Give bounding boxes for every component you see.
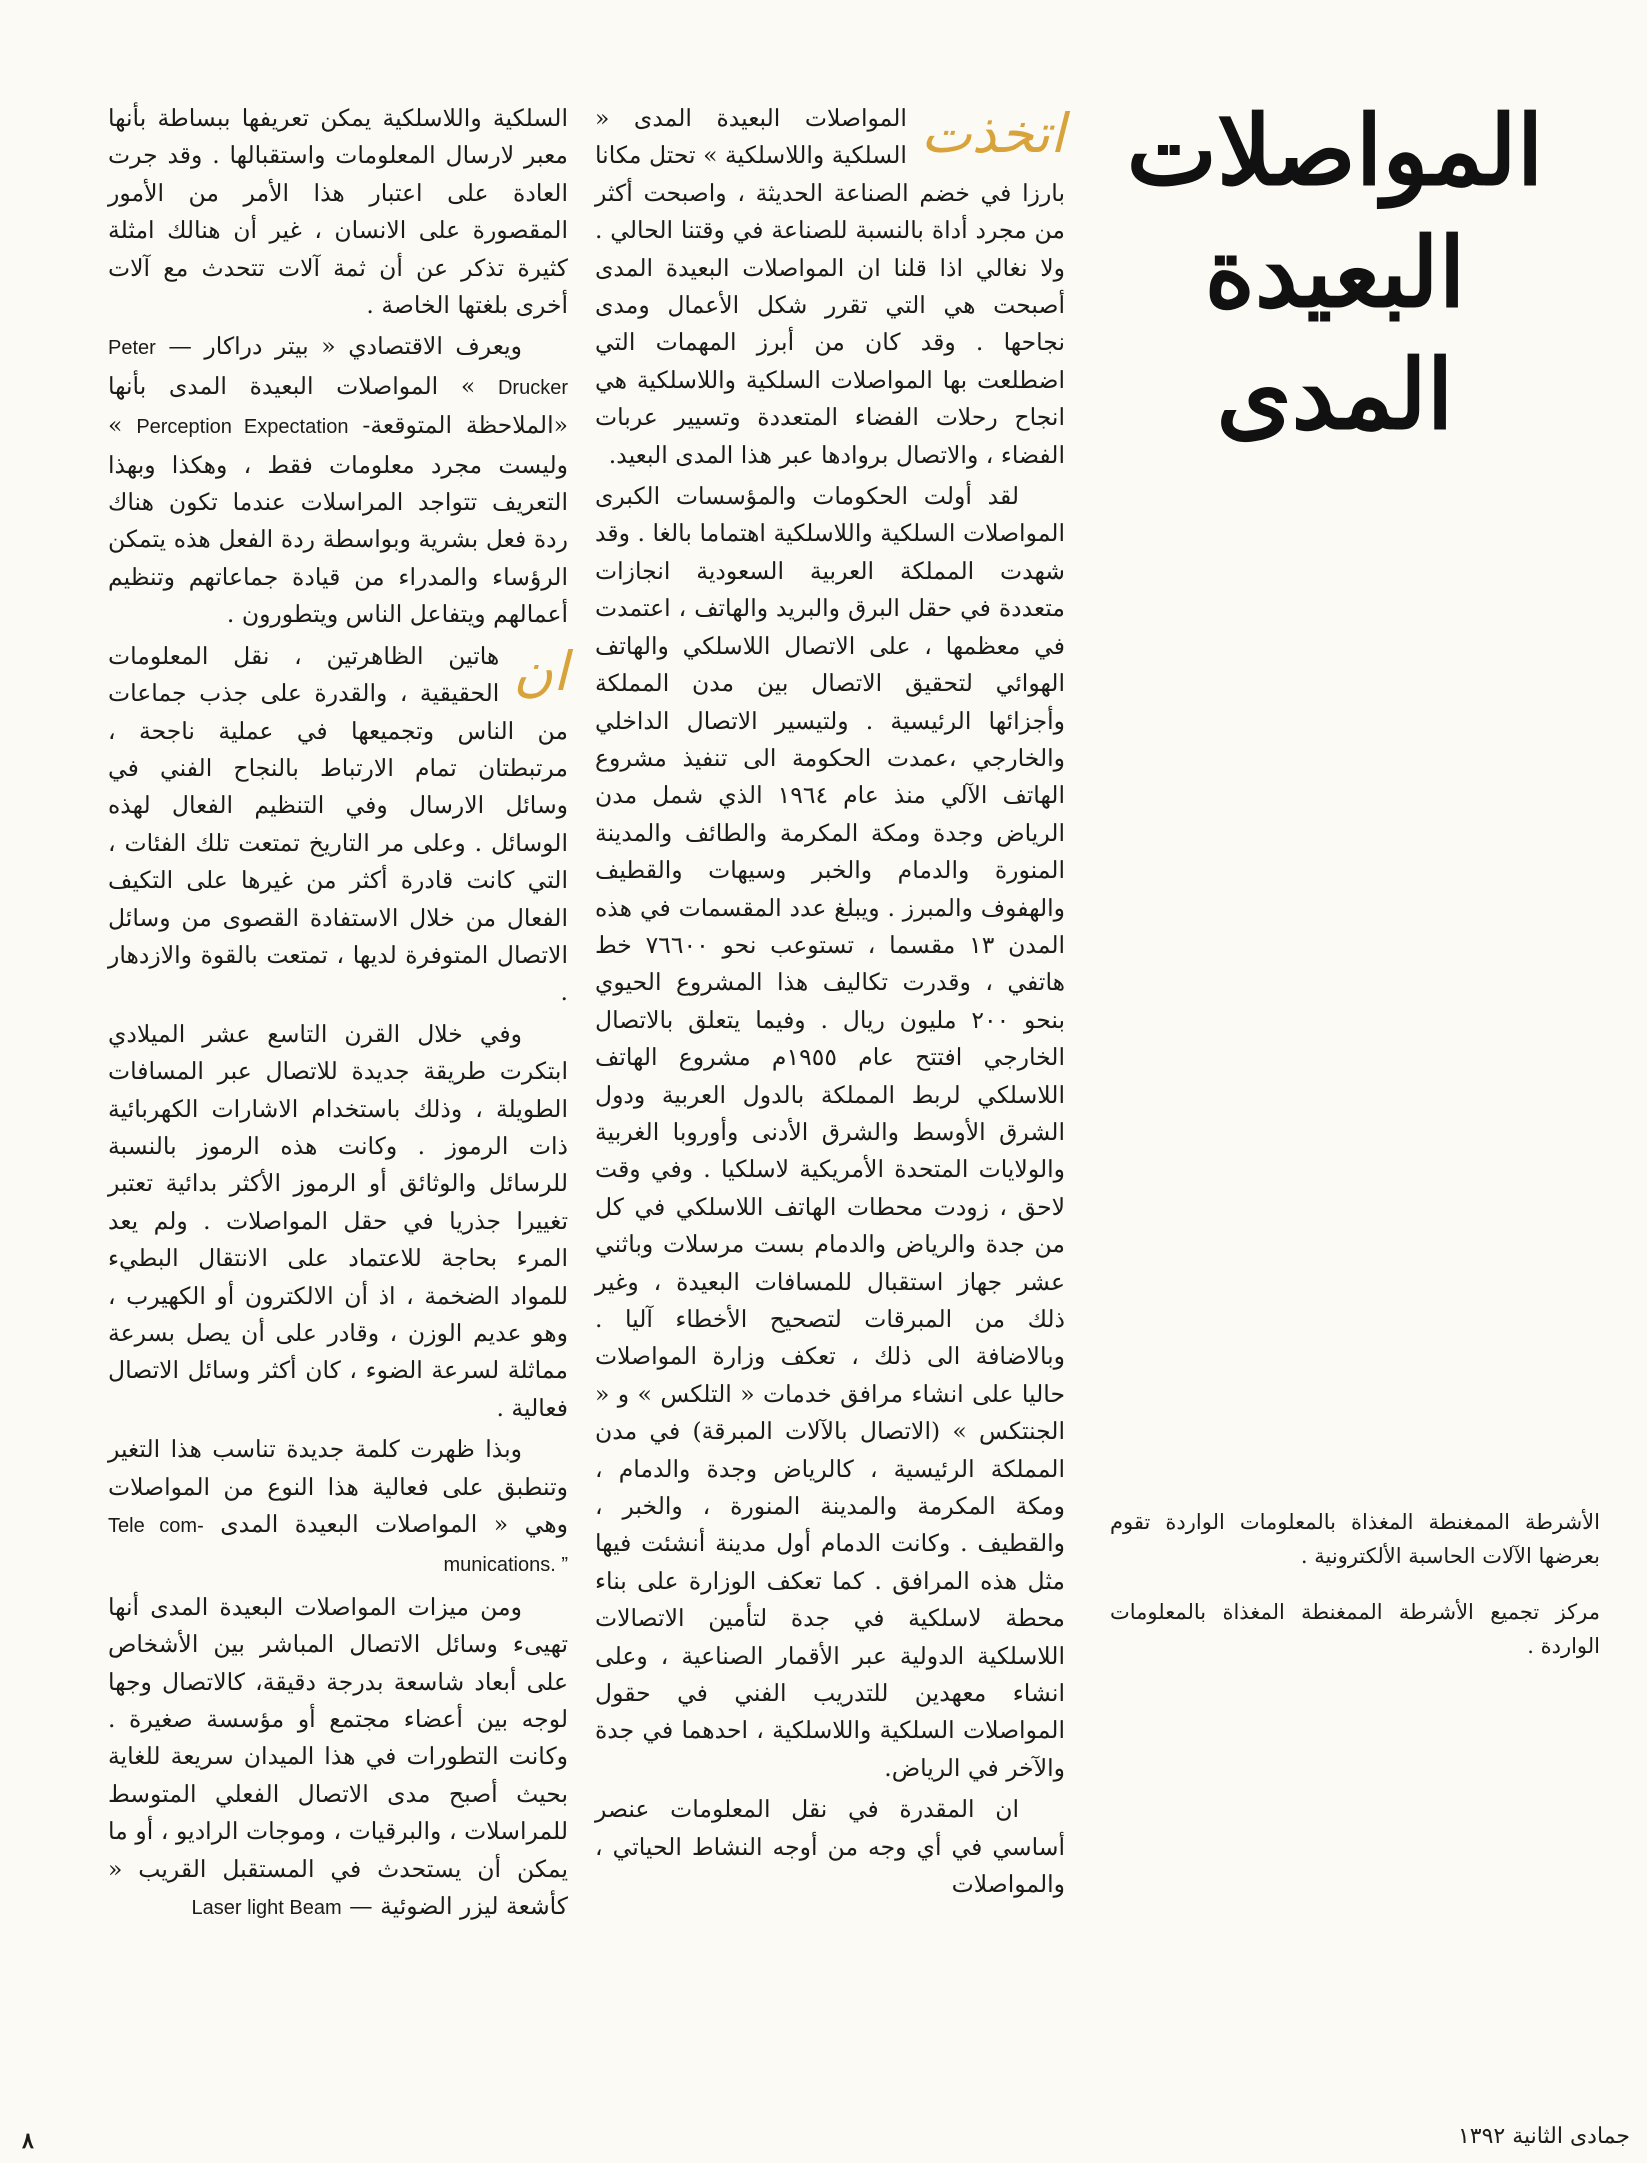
latin-term: Tele com- munications. ” [108, 1515, 568, 1577]
paragraph [108, 1589, 568, 1928]
latin-term: Laser light Beam [191, 1897, 342, 1920]
page-number: ٨ [22, 2128, 34, 2154]
dropcap: اتخذت [920, 102, 1065, 165]
latin-term: Perception Expectation [136, 416, 349, 439]
article-column-left [108, 100, 568, 1932]
title-line-3: المدى [1216, 338, 1454, 451]
article-title [1100, 90, 1570, 456]
paragraph [108, 1431, 568, 1585]
title-line-2: البعيدة [1204, 216, 1466, 329]
paragraph [595, 100, 1065, 474]
paragraph-text: ومن ميزات المواصلات البعيدة المدى أنها تهيىء وسائل الاتصال المباشر بين الأشخاص على أبعاد شاسعة بدرجة دقيقة، كالاتصال وجها لوجه بين أعضاء مجتمع أو مؤسسة صغيرة . وكانت التطورات في هذا الميدان سريعة للغاية بحيث أصبح مدى الاتصال الفعلي المتوسط للمراسلات ، والبرقيات ، وموجات الراديو ، أو ما يمكن أن يستحدث في المستقبل القريب « كأشعة ليزر الضوئية — [108, 1592, 568, 1921]
caption: مركز تجميع الأشرطة الممغنطة المغذاة بالمعلومات الواردة . [1110, 1600, 1600, 1658]
paragraph-text: هاتين الظاهرتين ، نقل المعلومات الحقيقية ، والقدرة على جذب جماعات من الناس وتجميعها في عملية ناجحة ، مرتبطتان تمام الارتباط بالنجاح الفني في وسائل الارسال وفي التنظيم الفعال لهذه الوسائل . وعلى مر التاريخ تمتعت تلك الفئات ، التي كانت قادرة أكثر من غيرها على التكيف الفعال من خلال الاستفادة القصوى من وسائل الاتصال المتوفرة لديها ، تمتعت بالقوة والازدهار . [108, 641, 568, 1007]
paragraph-text: المواصلات البعيدة المدى « السلكية واللاسلكية » تحتل مكانا بارزا في خضم الصناعة الحديثة ، واصبحت أكثر من مجرد أداة بالنسبة للصناعة في وقتنا الحالي . ولا نغالي اذا قلنا ان المواصلات البعيدة المدى أصبحت هي التي تقرر شكل الأعمال ومدى نجاحها . وقد كان من أبرز المهمات التي اضطلعت بها المواصلات السلكية واللاسلكية هي انجاح رحلات الفضاء المتعددة وتسيير عربات الفضاء ، والاتصال بروادها عبر هذا المدى البعيد. [595, 104, 1065, 469]
paragraph-text: ويعرف الاقتصادي « بيتر دراكار — [168, 332, 522, 361]
paragraph [108, 638, 568, 1012]
paragraph-text: وبذا ظهرت كلمة جديدة تناسب هذا التغير وتنطبق على فعالية هذا النوع من المواصلات وهي « المواصلات البعيدة المدى [108, 1435, 568, 1539]
paragraph-text: » المواصلات البعيدة المدى بأنها «الملاحظة المتوقعة- [108, 371, 568, 440]
photo-captions [1110, 1505, 1600, 1685]
issue-date: جمادى الثانية ١٣٩٢ [1457, 2124, 1630, 2149]
paragraph: لقد أولت الحكومات والمؤسسات الكبرى المواصلات السلكية واللاسلكية اهتماما بالغا . وقد شهدت المملكة العربية السعودية انجازات متعددة في حقل البرق والبريد والهاتف ، اعتمدت في معظمها ، على الاتصال اللاسلكي والهاتف الهوائي لتحقيق الاتصال بين مدن المملكة وأجزائها الرئيسية . ولتيسير الاتصال الداخلي والخارجي ،عمدت الحكومة الى تنفيذ مشروع الهاتف الآلي منذ عام ١٩٦٤ الذي شمل مدن الرياض وجدة ومكة المكرمة والطائف والمدينة المنورة والدمام والخبر وسيهات والقطيف والهفوف والمبرز . ويبلغ عدد المقسمات في هذه المدن ١٣ مقسما ، تستوعب نحو ٧٦٦٠٠ خط هاتفي ، وقدرت تكاليف هذا المشروع الحيوي بنحو ٢٠٠ مليون ريال . وفيما يتعلق بالاتصال الخارجي افتتح عام ١٩٥٥م مشروع الهاتف اللاسلكي لربط المملكة بالدول العربية ودول الشرق الأوسط والشرق الأدنى وأوروبا الغربية والولايات المتحدة الأمريكية لاسلكيا . وفي وقت لاحق ، زودت محطات الهاتف اللاسلكي في كل من جدة والرياض والدمام بست مرسلات وباثني عشر جهاز استقبال للمسافات البعيدة ، وغير ذلك من المبرقات لتصحيح الأخطاء آليا . وبالاضافة الى ذلك ، تعكف وزارة المواصلات حاليا على انشاء مرافق خدمات « التلكس » و « الجنتكس » (الاتصال بالآلات المبرقة) في مدن المملكة الرئيسية ، كالرياض وجدة والدمام ، ومكة المكرمة والمدينة المنورة ، والخبر ، والقطيف . وكانت الدمام أول مدينة أنشئت فيها مثل هذه المرافق . كما تعكف الوزارة على بناء محطة لاسلكية في جدة لتأمين الاتصالات اللاسلكية الدولية عبر الأقمار الصناعية ، وعلى انشاء معهدين للتدريب الفني في حقول المواصلات السلكية واللاسلكية ، احدهما في جدة والآخر في الرياض. [595, 482, 1066, 1782]
latin-term: Peter Drucker [108, 337, 568, 399]
paragraph [108, 328, 568, 633]
paragraph: وفي خلال القرن التاسع عشر الميلادي ابتكرت طريقة جديدة للاتصال عبر المسافات الطويلة ، وذلك باستخدام الاشارات الكهربائية ذات الرموز . وكانت هذه الرموز بالنسبة للرسائل والوثائق أو الرموز الأكثر بدائية تعتبر تغييرا جذريا في حقل المواصلات . ولم يعد المرء بحاجة للاعتماد على الانتقال البطيء للمواد الضخمة ، اذ أن الالكترون أو الكهيرب ، وهو عديم الوزن ، وقادر على أن يصل بسرعة مماثلة لسرعة الضوء ، كان أكثر وسائل الاتصال فعالية . [108, 1019, 568, 1422]
paragraph-text: » وليست مجرد معلومات فقط ، وهكذا وبهذا التعريف تتواجد المراسلات عندما تكون هناك ردة فعل بشرية وبواسطة ردة الفعل هذه يتمكن الرؤساء والمدراء من قيادة جماعاتهم وتنظيم أعمالهم ويتفاعل الناس ويتطورون . [108, 411, 568, 629]
article-column-middle [595, 100, 1065, 1908]
paragraph: السلكية واللاسلكية يمكن تعريفها ببساطة بأنها معبر لارسال المعلومات واستقبالها . وقد جرت العادة على اعتبار هذا الأمر من الأمور المقصورة على الانسان ، غير أن هنالك امثلة كثيرة تذكر عن أن ثمة آلات تتحدث مع آلات أخرى بلغتها الخاصة . [108, 104, 568, 320]
dropcap: ان [513, 639, 568, 703]
caption: الأشرطة الممغنطة المغذاة بالمعلومات الواردة تقوم بعرضها الآلات الحاسبة الألكترونية . [1110, 1510, 1600, 1568]
paragraph: ان المقدرة في نقل المعلومات عنصر أساسي في أي وجه من أوجه النشاط الحياتي ، والمواصلات [595, 1795, 1065, 1899]
title-line-1: المواصلات [1126, 94, 1544, 207]
